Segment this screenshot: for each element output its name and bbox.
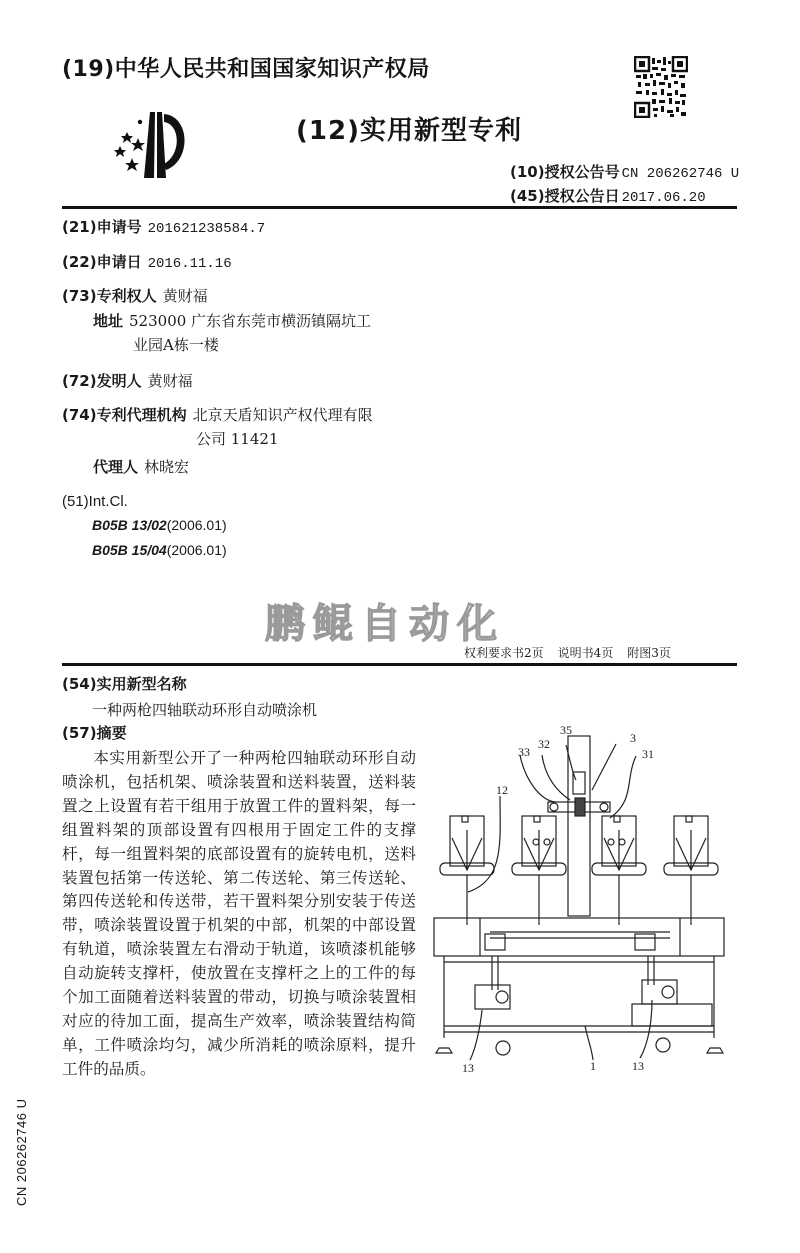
ipc-label: (51)Int.Cl. [62,493,128,510]
address-label: 地址 [93,312,124,330]
agency-line2: 公司 11421 [196,430,279,448]
publication-date [510,185,706,206]
cnipa-logo-icon [100,108,190,184]
publication-number [510,161,739,182]
utility-model-title-label: (54)实用新型名称 [62,675,187,693]
ref-label: 31 [642,747,654,761]
ipc-class-2 [92,542,227,559]
inventor-value: 黄财福 [147,372,193,390]
patent-agency [62,404,373,425]
application-date-label: (22)申请日 [62,253,142,271]
address-line1: 523000 广东省东莞市横沥镇隔坑工 [129,312,372,330]
ref-label: 12 [496,783,508,797]
description-pages: 说明书4页 [557,646,614,660]
address-line2: 业园A栋一楼 [133,336,219,354]
qr-code-icon [634,56,688,118]
ipc-version: (2006.01) [166,517,227,533]
issuing-office: (19)中华人民共和国国家知识产权局 [62,57,430,82]
address-continued [133,334,219,355]
ipc-version: (2006.01) [166,542,227,558]
ipc-class-1 [92,517,227,534]
utility-model-title: 一种两枪四轴联动环形自动喷涂机 [92,701,318,719]
ref-label: 35 [560,723,572,737]
agent-value: 林晓宏 [144,458,190,476]
ref-label: 1 [590,1059,596,1073]
ref-label: 13 [632,1059,644,1073]
representative-drawing [430,720,750,1100]
application-date-value: 2016.11.16 [147,256,232,272]
publication-number-value: CN 206262746 U [621,166,740,182]
section-divider [62,663,737,666]
patentee-label: (73)专利权人 [62,287,157,305]
side-publication-id: CN 206262746 U [14,1098,29,1206]
agent [93,456,189,477]
application-number [62,216,265,237]
inventor-label: (72)发明人 [62,372,142,390]
watermark-text: 鹏鲲自动化 [265,601,505,647]
ref-label: 13 [462,1061,474,1075]
application-date [62,251,232,272]
application-number-label: (21)申请号 [62,218,142,236]
agency-line1: 北京天盾知识产权代理有限 [192,406,373,424]
patent-agency-continued [196,428,279,449]
ref-label: 33 [518,745,530,759]
patentee [62,285,208,306]
inventor [62,370,193,391]
publication-date-label: (45)授权公告日 [510,187,620,205]
ipc-code: B05B 15/04 [92,542,167,558]
abstract-label: (57)摘要 [62,724,127,742]
header-divider [62,206,737,209]
ref-label: 3 [630,731,636,745]
document-kind-title: (12)实用新型专利 [296,116,522,146]
agent-label: 代理人 [93,458,139,476]
patentee-value: 黄财福 [162,287,208,305]
drawings-pages: 附图3页 [627,646,671,660]
page-counts [464,644,685,661]
ipc-heading [62,492,128,510]
publication-number-label: (10)授权公告号 [510,163,620,181]
ref-label: 32 [538,737,550,751]
publication-date-value: 2017.06.20 [621,190,706,206]
application-number-value: 201621238584.7 [147,221,266,237]
address [93,310,371,331]
ipc-code: B05B 13/02 [92,517,167,533]
abstract-text: 本实用新型公开了一种两枪四轴联动环形自动喷涂机，包括机架、喷涂装置和送料装置，送料装置之上设置有若干组用于放置工件的置料架，每一组置料架的顶部设置有四根用于固定工件的支撑杆，每一组置料架的底部设置有的旋转电机，送料装置包括第一传送轮、第二传送轮、第三传送轮、第四传送轮和传送带，若干置料架分别安装于传送带，喷涂装置设置于机架的中部，机架的中部设置有轨道，喷涂装置左右滑动于轨道，该喷漆机能够自动旋转支撑杆，使放置在支撑杆之上的工件的每个加工面随着送料装置的带动，切换与喷涂装置相对应的待加工面，提高生产效率，喷涂装置结构简单，工件喷涂均匀，减少所消耗的喷涂原料，提升工件的品质。 [62,749,416,1078]
agency-label: (74)专利代理机构 [62,406,187,424]
claims-pages: 权利要求书2页 [464,646,544,660]
